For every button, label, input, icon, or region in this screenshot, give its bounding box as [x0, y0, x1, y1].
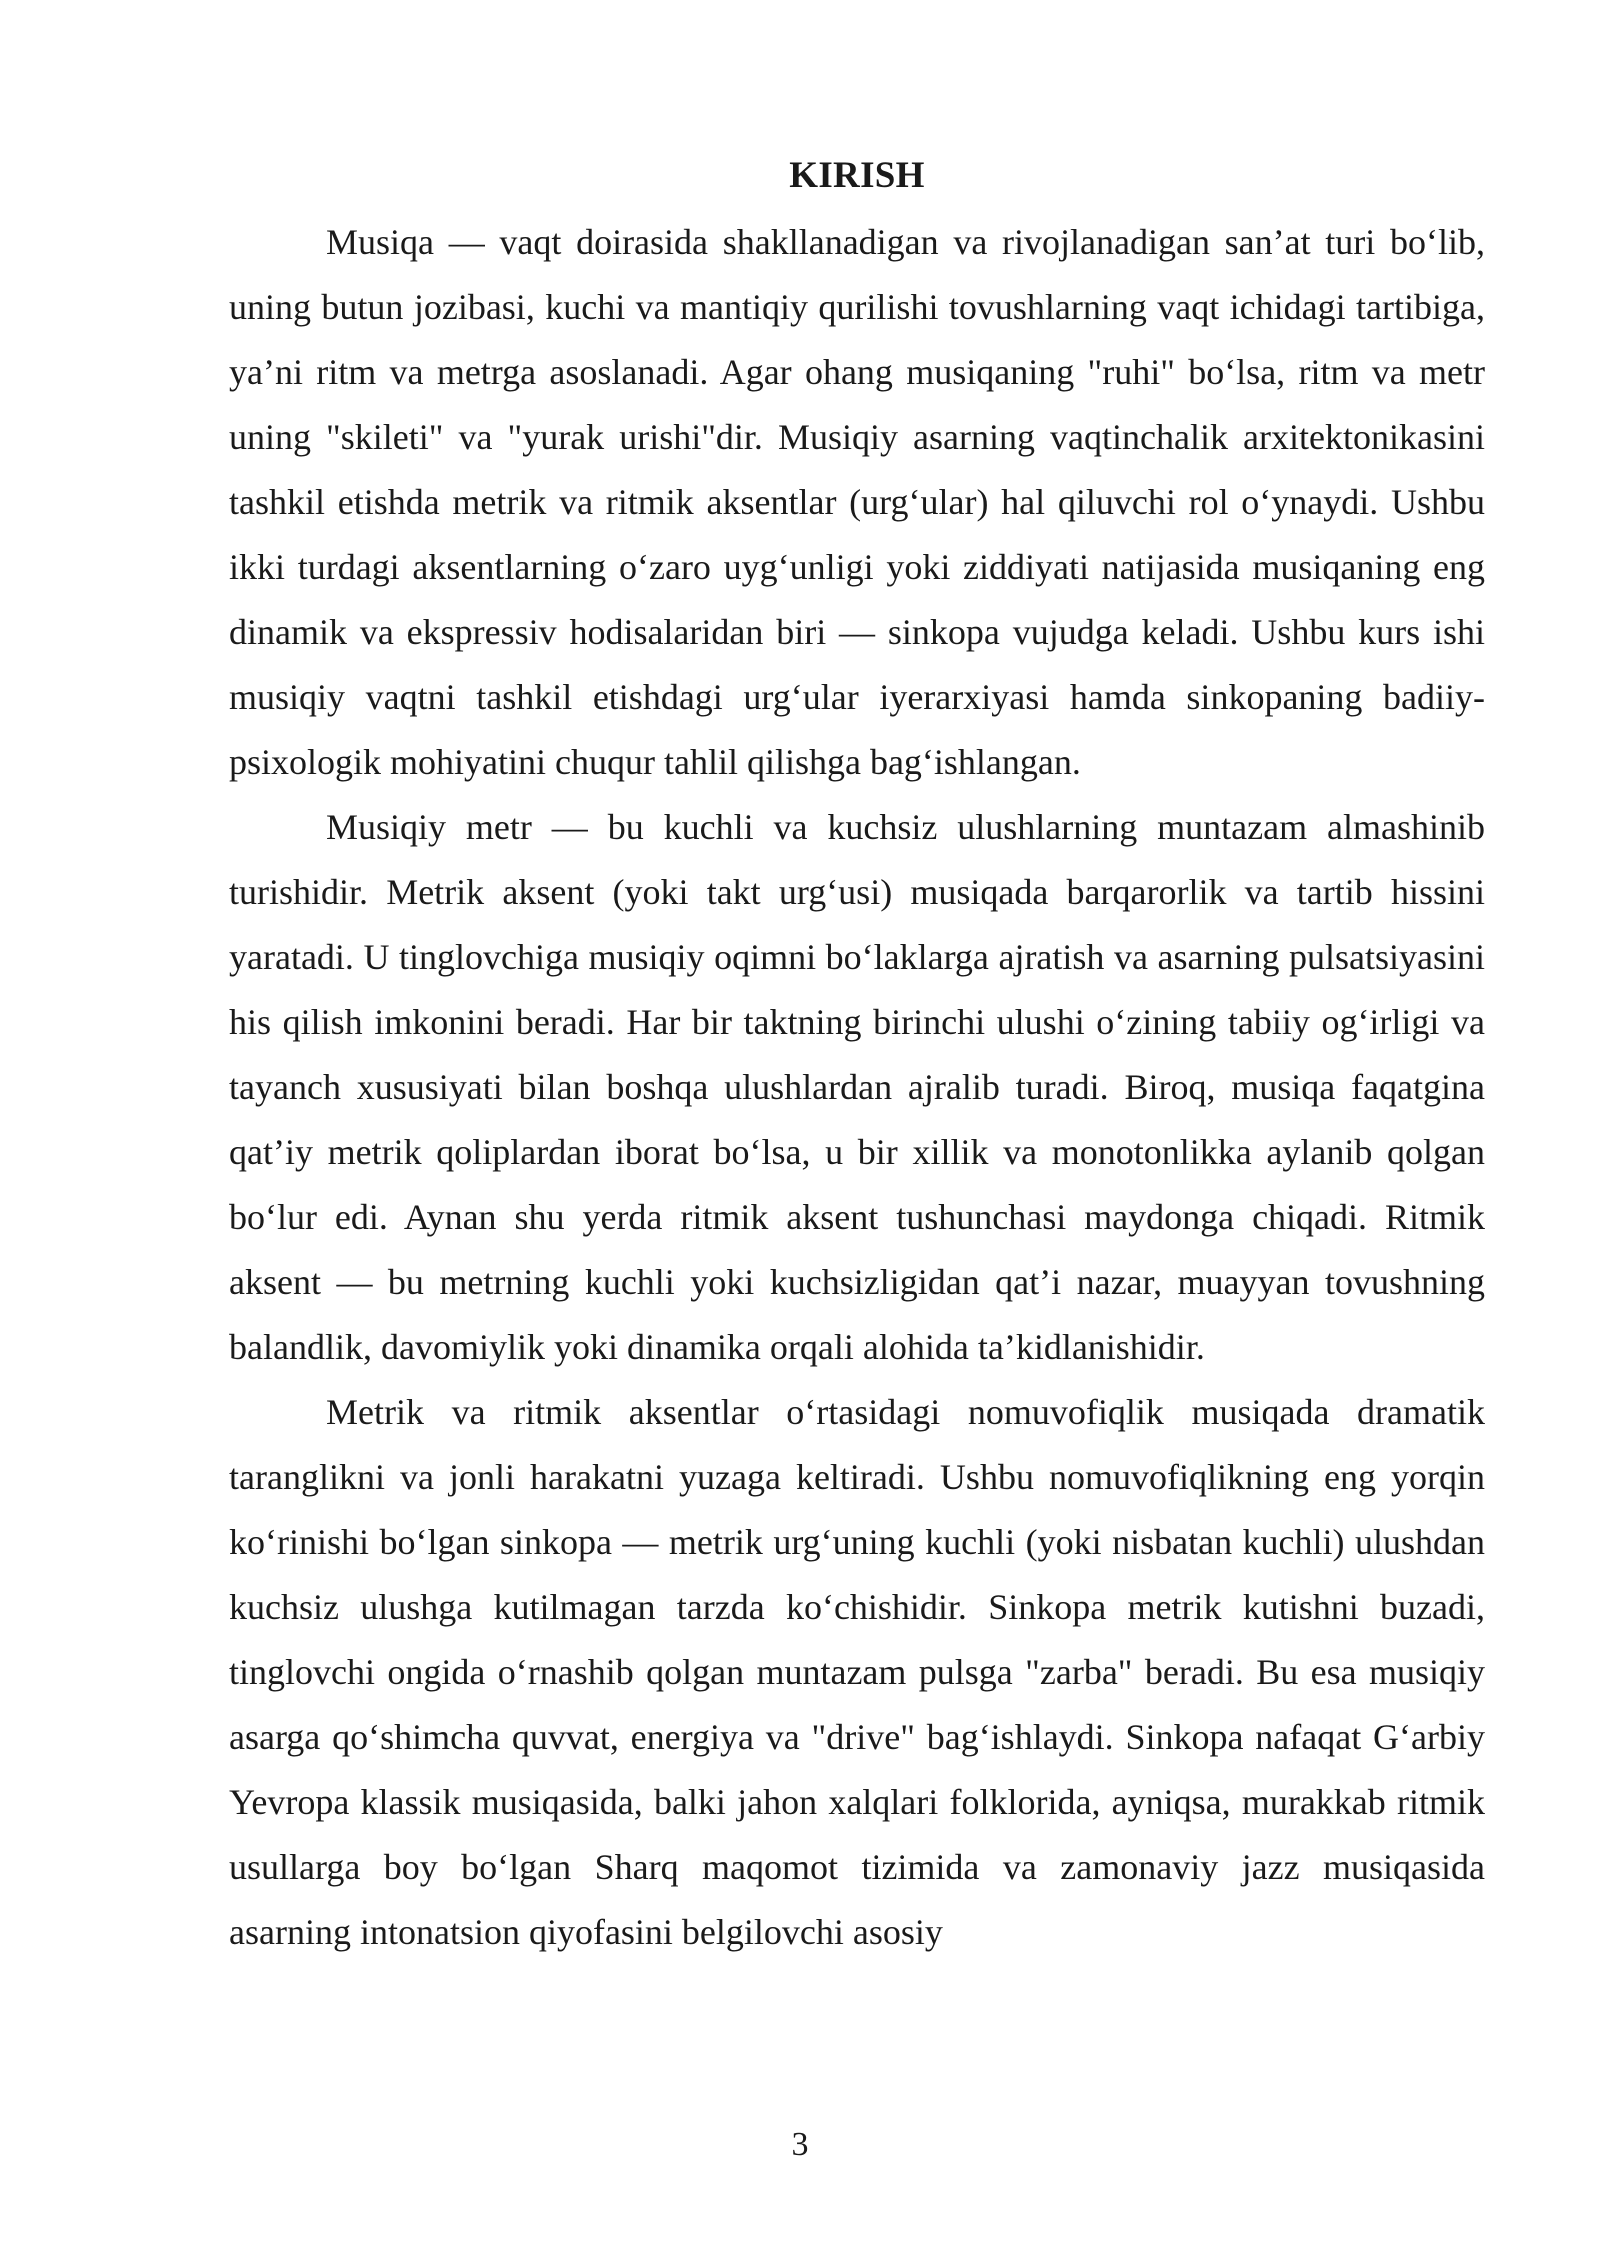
section-heading: KIRISH [789, 155, 925, 196]
page-body [229, 148, 1485, 1965]
page-number: 3 [791, 2126, 809, 2163]
paragraph-1: Musiqa — vaqt doirasida shakllanadigan va rivojlanadigan san’at turi bo‘lib, uning butun jozibasi, kuchi va mantiqiy qurilishi tovushlarning vaqt ichidagi tartibiga, ya’ni ritm va metrga asoslanadi. Agar ohang musiqaning "ruhi" bo‘lsa, ritm va metr uning "skileti" va "yurak urishi"dir. Musiqiy asarning vaqtinchalik arxitektonikasini tashkil etishda metrik va ritmik aksentlar (urg‘ular) hal qiluvchi rol o‘ynaydi. Ushbu ikki turdagi aksentlarning o‘zaro uyg‘unligi yoki ziddiyati natijasida musiqaning eng dinamik va ekspressiv hodisalaridan biri — sinkopa vujudga keladi. Ushbu kurs ishi musiqiy vaqtni tashkil etishdagi urg‘ular iyerarxiyasi hamda sinkopaning badiiy-psixologik mohiyatini chuqur tahlil qilishga bag‘ishlangan. [229, 222, 1485, 782]
paragraph-3: Metrik va ritmik aksentlar o‘rtasidagi nomuvofiqlik musiqada dramatik taranglikni va jonli harakatni yuzaga keltiradi. Ushbu nomuvofiqlikning eng yorqin ko‘rinishi bo‘lgan sinkopa — metrik urg‘uning kuchli (yoki nisbatan kuchli) ulushdan kuchsiz ulushga kutilmagan tarzda ko‘chishidir. Sinkopa metrik kutishni buzadi, tinglovchi ongida o‘rnashib qolgan muntazam pulsga "zarba" beradi. Bu esa musiqiy asarga qo‘shimcha quvvat, energiya va "drive" bag‘ishlaydi. Sinkopa nafaqat G‘arbiy Yevropa klassik musiqasida, balki jahon xalqlari folklorida, ayniqsa, murakkab ritmik usullarga boy bo‘lgan Sharq maqomot tizimida va zamonaviy jazz musiqasida asarning intonatsion qiyofasini belgilovchi asosiy [229, 1392, 1485, 1952]
paragraph-2: Musiqiy metr — bu kuchli va kuchsiz ulushlarning muntazam almashinib turishidir. Metrik aksent (yoki takt urg‘usi) musiqada barqarorlik va tartib hissini yaratadi. U tinglovchiga musiqiy oqimni bo‘laklarga ajratish va asarning pulsatsiyasini his qilish imkonini beradi. Har bir taktning birinchi ulushi o‘zining tabiiy og‘irligi va tayanch xususiyati bilan boshqa ulushlardan ajralib turadi. Biroq, musiqa faqatgina qat’iy metrik qoliplardan iborat bo‘lsa, u bir xillik va monotonlikka aylanib qolgan bo‘lur edi. Aynan shu yerda ritmik aksent tushunchasi maydonga chiqadi. Ritmik aksent — bu metrning kuchli yoki kuchsizligidan qat’i nazar, muayyan tovushning balandlik, davomiylik yoki dinamika orqali alohida ta’kidlanishidir. [229, 807, 1485, 1367]
